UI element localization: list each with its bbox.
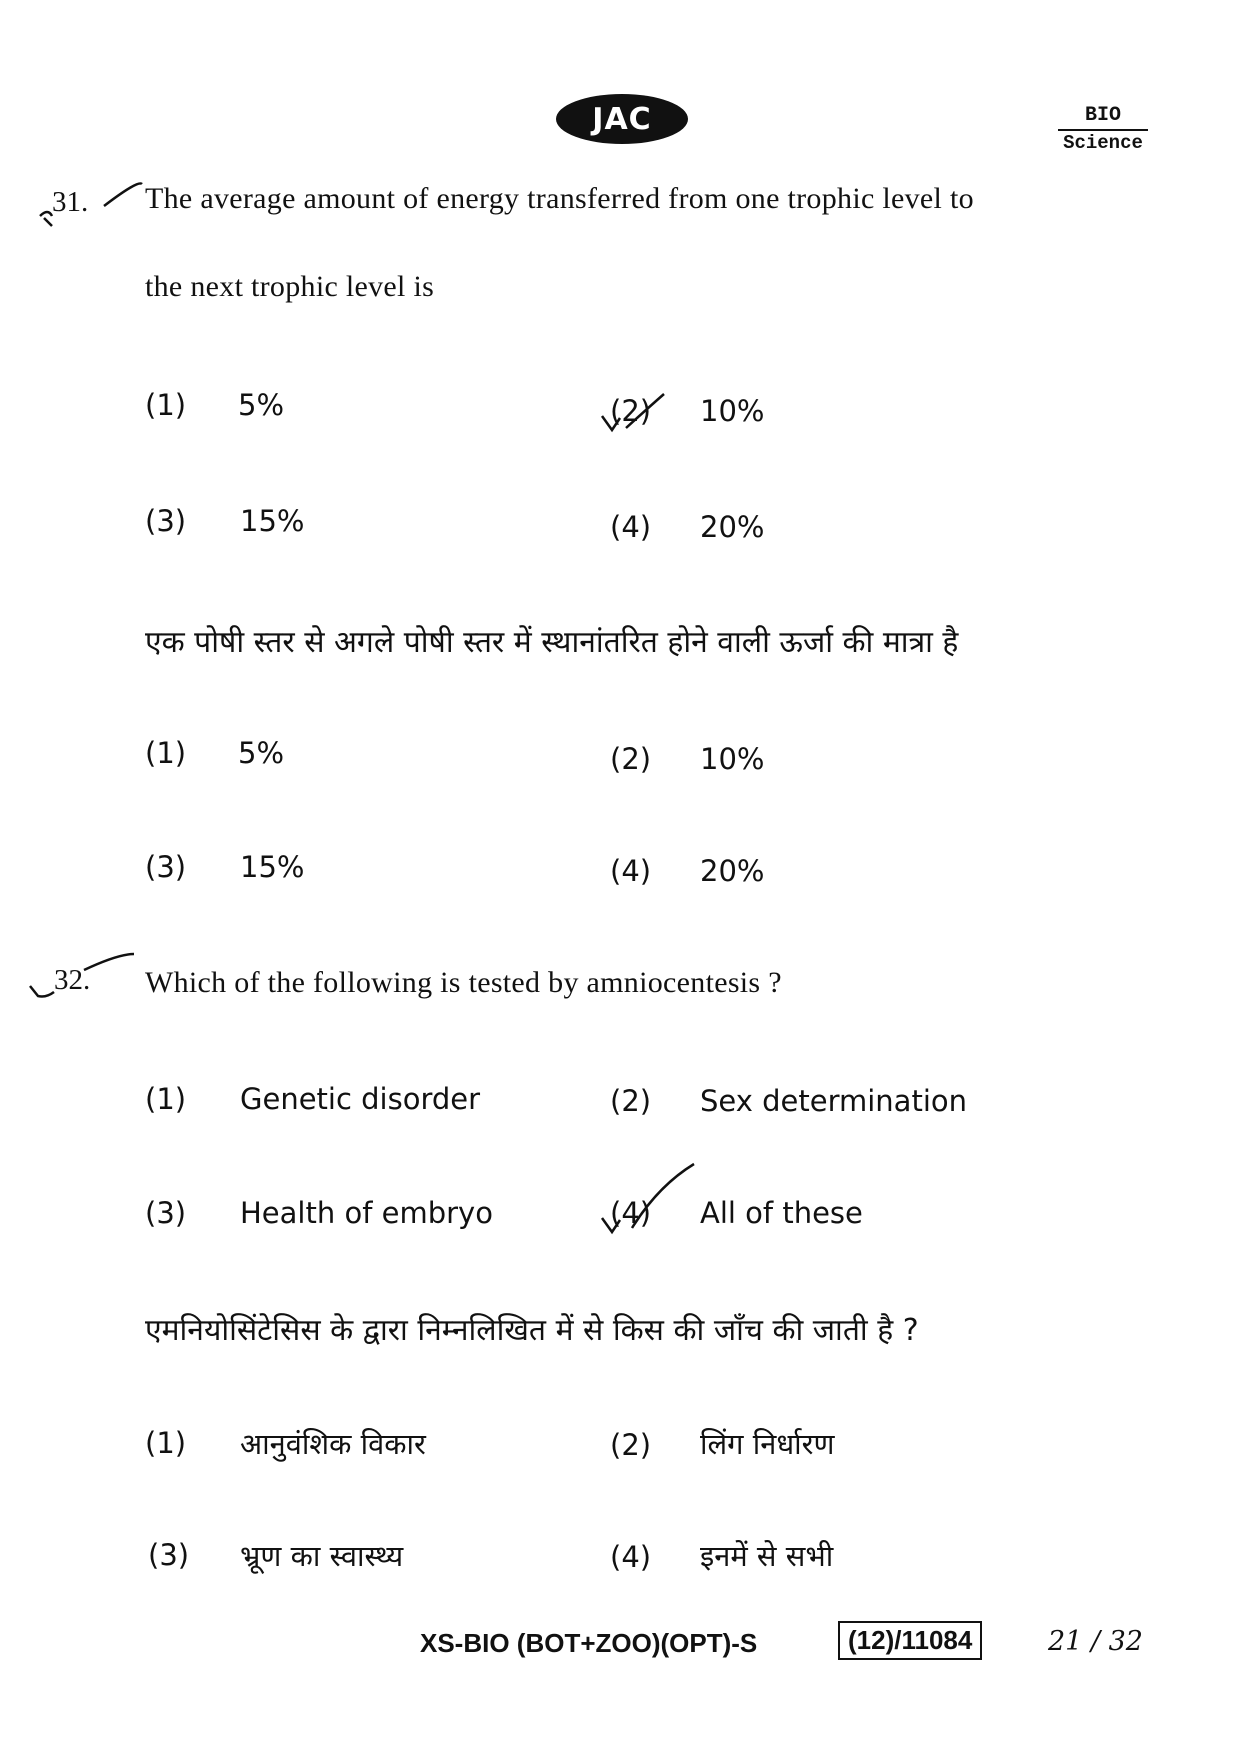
checkmark-icon (598, 388, 668, 438)
subject-top: BIO (1058, 104, 1148, 131)
option-text: Health of embryo (240, 1196, 493, 1230)
option-number: (1) (145, 1426, 187, 1460)
paper-code-box: (12)/11084 (838, 1621, 982, 1660)
question-31-text-line1: The average amount of energy transferred from one trophic level to (145, 182, 974, 215)
option-number-marked: (4) (610, 1196, 652, 1230)
jac-logo (556, 94, 688, 144)
option-text: 10% (700, 742, 765, 776)
option-number: (4) (610, 510, 652, 544)
option-number-marked: (2) (610, 394, 652, 428)
question-number-31: 31. (52, 186, 89, 218)
option-text: 20% (700, 854, 765, 888)
option-text: भ्रूण का स्वास्थ्य (240, 1539, 404, 1573)
option-number: (3) (145, 504, 187, 538)
option-text: इनमें से सभी (700, 1539, 834, 1573)
option-text: 5% (238, 388, 285, 422)
option-number: (1) (145, 736, 187, 770)
question-32-text-hindi: एमनियोसिंटेसिस के द्वारा निम्नलिखित में से किस की जाँच की जाती है ? (145, 1313, 919, 1348)
option-number: (4) (610, 854, 652, 888)
page-number: 21 / 32 (1048, 1626, 1143, 1657)
option-text: Genetic disorder (240, 1082, 481, 1116)
checkmark-icon (28, 948, 138, 1008)
question-31-text-hindi: एक पोषी स्तर से अगले पोषी स्तर में स्थानांतरित होने वाली ऊर्जा की मात्रा है (145, 625, 959, 660)
option-number: (3) (148, 1538, 190, 1572)
option-text: All of these (700, 1196, 863, 1230)
checkmark-icon (38, 176, 146, 232)
option-text: आनुवंशिक विकार (240, 1427, 426, 1461)
option-number: (1) (145, 1082, 187, 1116)
logo-text: JAC (592, 101, 652, 137)
option-text: 20% (700, 510, 765, 544)
question-31-text-line2: the next trophic level is (145, 270, 435, 303)
option-text: लिंग निर्धारण (700, 1427, 835, 1461)
option-text: 10% (700, 394, 765, 428)
option-number: (3) (145, 1196, 187, 1230)
option-number: (2) (610, 742, 652, 776)
option-number: (3) (145, 850, 187, 884)
option-text: Sex determination (700, 1084, 968, 1118)
question-number-32: 32. (54, 964, 91, 996)
option-number: (1) (145, 388, 187, 422)
question-32-text: Which of the following is tested by amniocentesis ? (145, 966, 782, 999)
subject-label (1058, 104, 1148, 155)
option-text: 5% (238, 736, 285, 770)
option-number: (2) (610, 1428, 652, 1462)
option-number: (2) (610, 1084, 652, 1118)
option-number: (4) (610, 1540, 652, 1574)
paper-code: XS-BIO (BOT+ZOO)(OPT)-S (420, 1628, 758, 1658)
option-text: 15% (240, 504, 305, 538)
checkmark-icon (598, 1156, 698, 1236)
option-text: 15% (240, 850, 305, 884)
subject-bottom: Science (1063, 132, 1143, 154)
